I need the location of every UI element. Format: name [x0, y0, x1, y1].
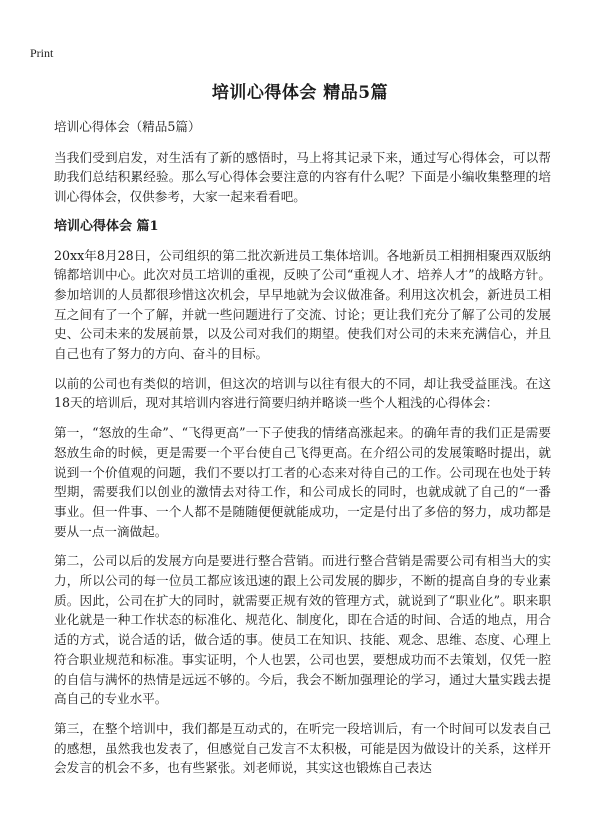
body-paragraph-2: 以前的公司也有类似的培训，但这次的培训与以往有很大的不同，却让我受益匪浅。在这18天的培训后，现对其培训内容进行简要归纳并略谈一些个人粗浅的心得体会：	[54, 375, 551, 411]
intro-paragraph: 当我们受到启发，对生活有了新的感悟时，马上将其记录下来，通过写心得体会，可以帮助我们总结积累经验。那么写心得体会要注意的内容有什么呢？下面是小编收集整理的培训心得体会，仅供参考，大家一起来看看吧。	[54, 149, 551, 205]
body-paragraph-4: 第二，公司以后的发展方向是要进行整合营销。而进行整合营销是需要公司有相当大的实力，所以公司的每一位员工都应该迅速的跟上公司发展的脚步，不断的提高自身的专业素质。因此，公司在扩大的同时，就需要正规有效的管理方式，就说到了“职业化”。职来职业化就是一种工作状态的标准化、规范化、制度化，即在合适的时间、合适的地点，用合适的方式，说合适的话，做合适的事。使员工在知识、技能、观念、思维、态度、心理上符合职业规范和标准。事实证明，个人也罢，公司也罢，要想成功而不去策划，仅凭一腔的自信与满怀的热情是远远不够的。今后，我会不断加强理论的学习，通过大量实践去提高自己的专业水平。	[54, 553, 551, 707]
body-paragraph-5: 第三，在整个培训中，我们都是互动式的，在听完一段培训后，有一个时间可以发表自己的感想，虽然我也发表了，但感觉自己发言不太积极，可能是因为做设计的关系，这样开会发言的机会不多，也有些紧张。刘老师说，其实这也锻炼自己表达	[54, 720, 551, 776]
document-subtitle: 培训心得体会（精品5篇）	[54, 119, 201, 134]
document-body	[54, 117, 551, 788]
body-paragraph-1: 20xx年8月28日，公司组织的第二批次新进员工集体培训。各地新员工相拥相聚西双版纳锦都培训中心。此次对员工培训的重视，反映了公司“重视人才、培养人才”的战略方针。参加培训的人员都很珍惜这次机会，早早地就为会议做准备。利用这次机会，新进员工相互之间有了一个了解，并就一些问题进行了交流、讨论；更让我们充分了解了公司的发展史、公司未来的发展前景，以及公司对我们的期望。使我们对公司的未来充满信心，并且自己也有了努力的方向、奋斗的目标。	[54, 247, 551, 362]
section-heading: 培训心得体会 篇1	[54, 218, 159, 234]
body-paragraph-3: 第一，“怒放的生命”、“飞得更高”一下子使我的情绪高涨起来。的确年青的我们正是需要怒放生命的时候，更是需要一个平台使自己飞得更高。在介绍公司的发展策略时提出，就说到一个价值观的问题，我们不要以打工者的心态来对待自己的工作。公司现在也处于转型期，需要我们以创业的激情去对待工作，和公司成长的同时，也就成就了自己的“一番事业。但一件事、一个人都不是随随便便就能成功，一定是付出了多倍的努力，成功都是要从一点一滴做起。	[54, 425, 551, 539]
page-title: 培训心得体会 精品5篇	[211, 83, 389, 103]
print-link[interactable]: Print	[30, 46, 54, 60]
